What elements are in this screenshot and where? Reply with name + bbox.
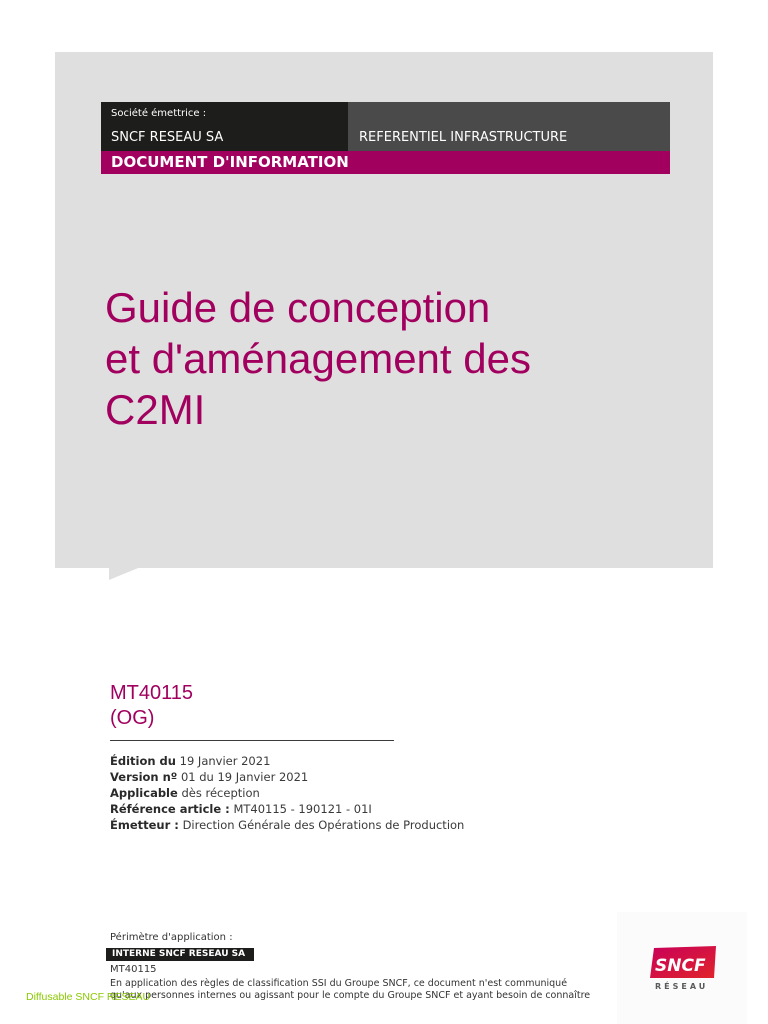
classification-note-line-1: En application des règles de classification SSI du Groupe SNCF, ce document n'est communiqué	[110, 978, 568, 989]
title-line-3: C2MI	[105, 386, 206, 433]
document-title	[105, 282, 685, 435]
logo-brand-text: SNCF	[655, 956, 706, 976]
title-line-1: Guide de conception	[105, 284, 491, 331]
version-row	[110, 769, 464, 785]
applicable-row	[110, 785, 464, 801]
reference-code: MT40115	[110, 682, 194, 704]
issuer-caption: Société émettrice :	[111, 108, 207, 119]
classification-note	[110, 978, 610, 1002]
divider-rule	[110, 740, 394, 741]
applicable-label: Applicable	[110, 786, 178, 800]
reference-value: MT40115 - 190121 - 01I	[233, 802, 372, 816]
issuer-block	[101, 102, 348, 151]
edition-value: 19 Janvier 2021	[179, 754, 271, 768]
title-line-2: et d'aménagement des	[105, 335, 531, 382]
referentiel-block	[348, 102, 670, 151]
emetteur-label: Émetteur :	[110, 818, 179, 832]
panel-tail	[105, 566, 145, 582]
reference-label: Référence article :	[110, 802, 230, 816]
version-value: 01 du 19 Janvier 2021	[180, 770, 309, 784]
perimeter-badge: INTERNE SNCF RESEAU SA	[106, 948, 254, 961]
document-type-bar	[101, 151, 670, 174]
referentiel-label: REFERENTIEL INFRASTRUCTURE	[359, 130, 568, 145]
footer-code: MT40115	[110, 964, 157, 975]
sncf-logo-icon	[648, 944, 720, 984]
version-label: Version nº	[110, 770, 178, 784]
reference-scope: (OG)	[110, 707, 155, 729]
emetteur-value: Direction Générale des Opérations de Production	[182, 818, 465, 832]
edition-label: Édition du	[110, 754, 176, 768]
reference-row	[110, 801, 464, 817]
applicable-value: dès réception	[181, 786, 260, 800]
emetteur-row	[110, 817, 464, 833]
edition-row	[110, 753, 464, 769]
issuer-name: SNCF RESEAU SA	[111, 130, 224, 145]
logo-subtitle: RÉSEAU	[655, 982, 709, 991]
document-metadata	[110, 753, 464, 833]
document-type-label: DOCUMENT D'INFORMATION	[111, 153, 349, 171]
diffusion-watermark: Diffusable SNCF RESEAU	[26, 991, 151, 1003]
perimeter-caption: Périmètre d'application :	[110, 932, 233, 943]
classification-note-line-2: qu'aux personnes internes ou agissant pour le compte du Groupe SNCF et ayant besoin de connaître	[110, 990, 591, 1001]
